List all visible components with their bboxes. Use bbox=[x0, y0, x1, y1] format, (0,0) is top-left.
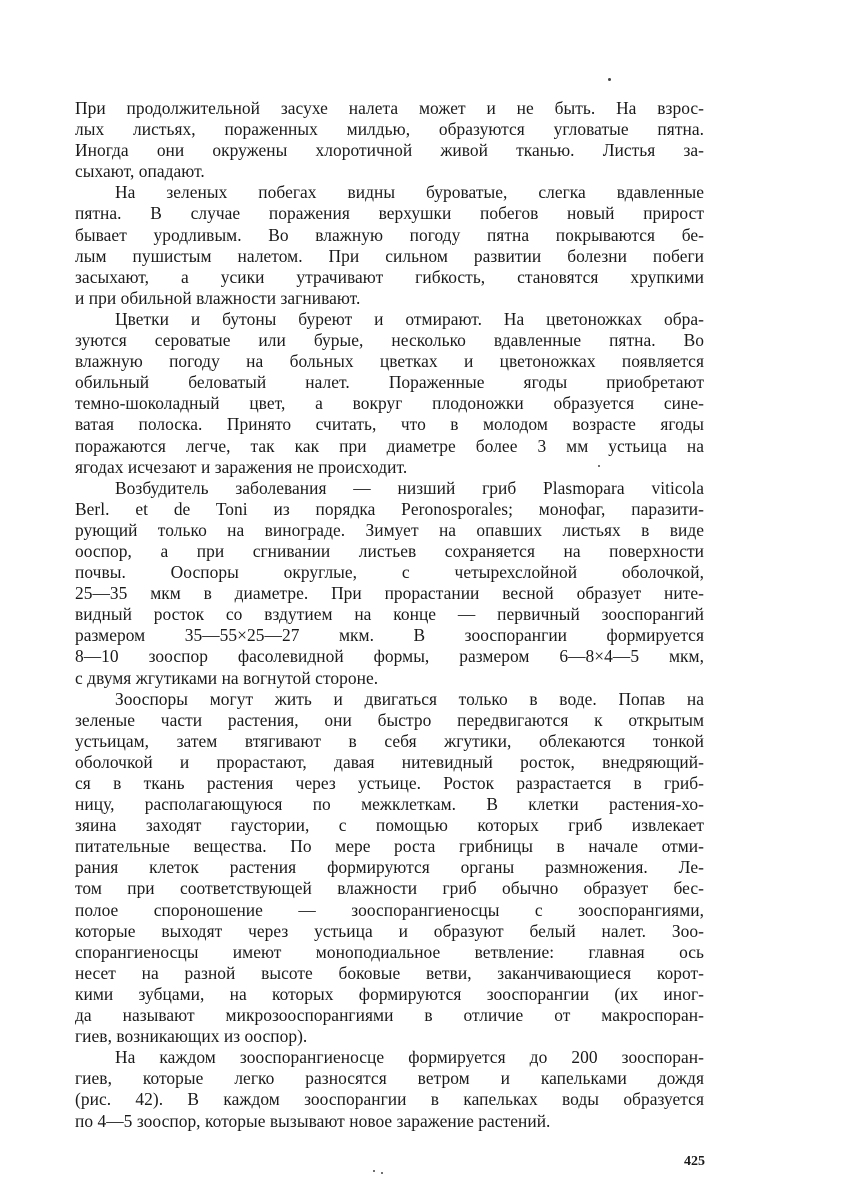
text-line: зяина заходят гаустории, с помощью которых гриб извлекает bbox=[75, 815, 704, 836]
text-line: пятна. В случае поражения верхушки побегов новый прирост bbox=[75, 203, 704, 224]
text-line: лым пушистым налетом. При сильном развитии болезни побеги bbox=[75, 245, 704, 266]
text-line: сыхают, опадают. bbox=[75, 161, 205, 182]
text-line: лых листьях, пораженных милдью, образуются угловатые пятна. bbox=[75, 119, 704, 140]
scan-speck bbox=[598, 465, 600, 467]
text-line: видный росток со вздутием на конце — первичный зооспорангий bbox=[75, 604, 704, 625]
text-line: рующий только на винограде. Зимует на опавших листьях в виде bbox=[75, 519, 704, 540]
text-line: поражаются легче, так как при диаметре более 3 мм устьица на bbox=[75, 435, 704, 456]
text-line: ницу, располагающуюся по межклеткам. В клетки растения-хо- bbox=[75, 794, 704, 815]
text-line: рания клеток растения формируются органы размножения. Ле- bbox=[75, 857, 704, 878]
text-line: На каждом зооспорангиеносце формируется до 200 зооспоран- bbox=[115, 1047, 704, 1068]
text-line: (рис. 42). В каждом зооспорангии в капельках воды образуется bbox=[75, 1089, 704, 1110]
text-line: устьицам, затем втягивают в себя жгутики, облекаются тонкой bbox=[75, 730, 704, 751]
text-line: 8—10 зооспор фасолевидной формы, размером 6—8×4—5 мкм, bbox=[75, 646, 704, 667]
text-line: гиев, возникающих из ооспор). bbox=[75, 1026, 308, 1047]
text-line: Зооспоры могут жить и двигаться только в воде. Попав на bbox=[115, 688, 704, 709]
text-line: и при обильной влажности загнивают. bbox=[75, 287, 361, 308]
text-line: размером 35—55×25—27 мкм. В зооспорангии формируется bbox=[75, 625, 704, 646]
text-line: ягодах исчезают и заражения не происходит. bbox=[75, 456, 408, 477]
text-line: засыхают, а усики утрачивают гибкость, становятся хрупкими bbox=[75, 266, 704, 287]
text-line: ооспор, а при сгнивании листьев сохраняется на поверхности bbox=[75, 540, 704, 561]
text-line: с двумя жгутиками на вогнутой стороне. bbox=[75, 667, 379, 688]
text-line: Иногда они окружены хлоротичной живой тканью. Листья за- bbox=[75, 140, 704, 161]
text-line: При продолжительной засухе налета может и не быть. На взрос- bbox=[75, 98, 704, 118]
text-line: зуются сероватые или бурые, несколько вдавленные пятна. Во bbox=[75, 330, 704, 351]
text-line: ватая полоска. Принято считать, что в молодом возрасте ягоды bbox=[75, 414, 704, 435]
scan-speck bbox=[373, 1170, 375, 1172]
text-line: гиев, которые легко разносятся ветром и капельками дождя bbox=[75, 1068, 704, 1089]
paragraph bbox=[75, 689, 704, 1048]
text-line: 25—35 мкм в диаметре. При прорастании весной образует ните- bbox=[75, 583, 704, 604]
paragraph bbox=[75, 309, 704, 478]
text-line: зеленые части растения, они быстро передвигаются к открытым bbox=[75, 709, 704, 730]
scan-speck bbox=[381, 1172, 383, 1174]
text-line: почвы. Ооспоры округлые, с четырехслойной оболочкой, bbox=[75, 562, 704, 583]
text-line: которые выходят через устьица и образуют белый налет. Зоо- bbox=[75, 920, 704, 941]
text-line: кими зубцами, на которых формируются зооспорангии (их иног- bbox=[75, 983, 704, 1004]
paragraph bbox=[75, 182, 704, 309]
text-line: влажную погоду на больных цветках и цветоножках появляется bbox=[75, 351, 704, 372]
text-line: темно-шоколадный цвет, а вокруг плодоножки образуется сине- bbox=[75, 393, 704, 414]
text-line: по 4—5 зооспор, которые вызывают новое заражение растений. bbox=[75, 1110, 551, 1131]
paragraph bbox=[75, 1047, 704, 1131]
text-line: несет на разной высоте боковые ветви, заканчивающиеся корот- bbox=[75, 962, 704, 983]
text-line: Возбудитель заболевания — низший гриб Plasmopara viticola bbox=[115, 477, 704, 498]
text-line: питательные вещества. По мере роста грибницы в начале отми- bbox=[75, 836, 704, 857]
text-line: Berl. et de Toni из порядка Peronosporales; монофаг, паразити- bbox=[75, 498, 704, 519]
text-line: спорангиеносцы имеют моноподиальное ветвление: главная ось bbox=[75, 941, 704, 962]
text-line: да называют микрозооспорангиями в отличие от макроспоран- bbox=[75, 1005, 704, 1026]
paragraph bbox=[75, 478, 704, 689]
text-column bbox=[75, 98, 704, 1132]
text-line: ся в ткань растения через устьице. Росток разрастается в гриб- bbox=[75, 773, 704, 793]
text-line: бывает уродливым. Во влажную погоду пятна покрываются бе- bbox=[75, 224, 704, 245]
text-line: том при соответствующей влажности гриб обычно образует бес- bbox=[75, 878, 704, 899]
text-line: оболочкой и прорастают, давая нитевидный росток, внедряющий- bbox=[75, 751, 704, 772]
text-line: полое спороношение — зооспорангиеносцы с зооспорангиями, bbox=[75, 899, 704, 920]
scan-speck bbox=[608, 78, 611, 81]
text-line: На зеленых побегах видны буроватые, слегка вдавленные bbox=[115, 182, 704, 203]
page-number: 425 bbox=[684, 1154, 705, 1169]
paragraph bbox=[75, 98, 704, 182]
text-line: Цветки и бутоны буреют и отмирают. На цветоножках обра- bbox=[115, 308, 704, 329]
text-line: обильный беловатый налет. Пораженные ягоды приобретают bbox=[75, 372, 704, 393]
